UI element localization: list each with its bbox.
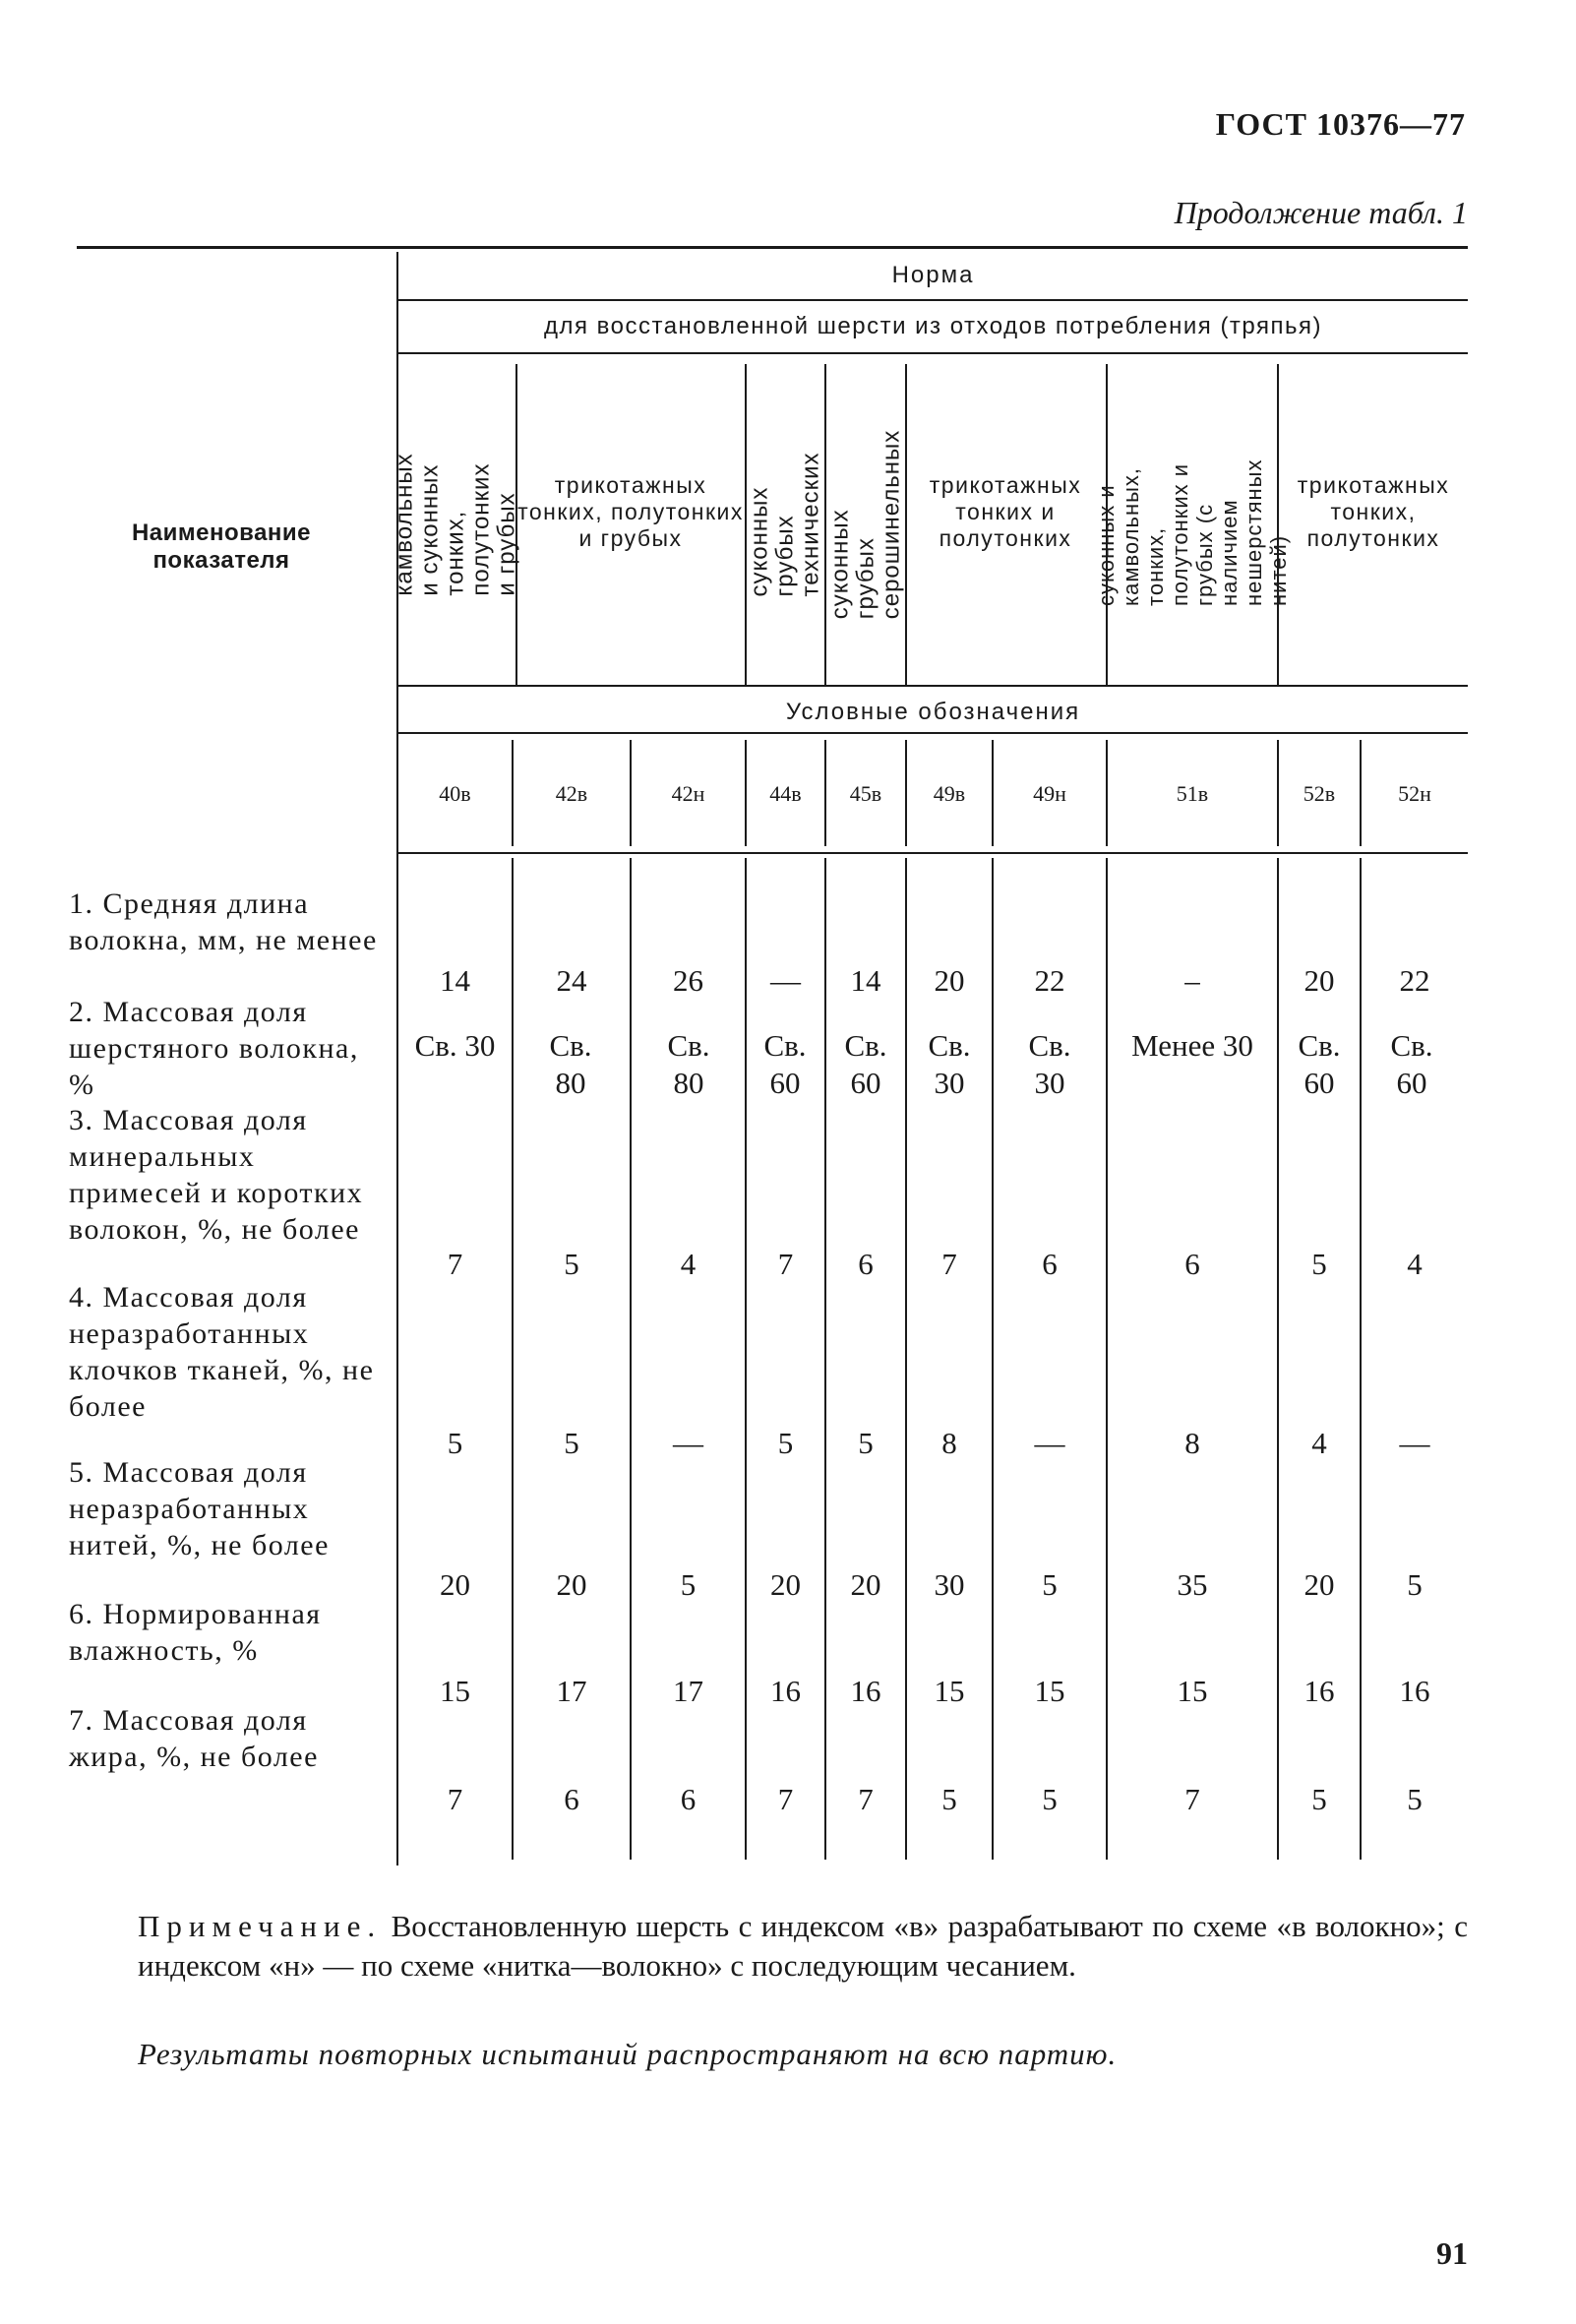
value-cell: Св. 60 <box>763 1028 807 1100</box>
code-cell: 42н <box>671 781 705 806</box>
indicator-name: 2. Массовая доля шерстяного волокна, % <box>69 996 359 1101</box>
value-cell: 24 <box>556 963 587 998</box>
group-header-text: трикотажных тонких, полутонких и грубых <box>517 472 744 551</box>
value-cell: 14 <box>440 963 470 998</box>
group-header-text: суконных грубых серошинельных <box>826 429 905 620</box>
value-cell: 15 <box>1177 1674 1208 1708</box>
value-cell: 15 <box>1034 1674 1065 1708</box>
indicator-name: 5. Массовая доля неразработанных нитей, %, не более <box>69 1456 330 1561</box>
value-cell: — <box>1034 1426 1065 1460</box>
code-cell: 51в <box>1176 781 1209 806</box>
code-cell: 52в <box>1303 781 1336 806</box>
value-cell: Св. 60 <box>1390 1028 1433 1100</box>
groups-bottom-rule <box>398 685 1468 687</box>
conditional-designations-header: Условные обозначения <box>785 699 1081 725</box>
value-cell: Менее 30 <box>1131 1028 1253 1063</box>
group-header-horizontal <box>1279 472 1468 552</box>
value-cell: 15 <box>440 1674 470 1708</box>
code-cell: 52н <box>1398 781 1431 806</box>
value-cell: 5 <box>941 1782 957 1816</box>
value-cell: 20 <box>1303 963 1335 998</box>
value-cell: 15 <box>934 1674 965 1708</box>
value-cell: 5 <box>680 1567 697 1602</box>
value-cell: 5 <box>777 1426 794 1460</box>
value-cell: 16 <box>770 1674 801 1708</box>
indicator-column-header: Наименование показателя <box>131 520 312 574</box>
value-cell: 5 <box>564 1426 579 1460</box>
value-cell: 4 <box>1311 1426 1327 1460</box>
value-cell: 16 <box>1399 1674 1430 1708</box>
norm-subheader: для восстановленной шерсти из отходов потребления (тряпья) <box>543 313 1322 339</box>
code-cell: 49в <box>933 781 966 806</box>
group-header-horizontal <box>517 472 744 552</box>
value-cell: 7 <box>941 1247 957 1281</box>
code-cell: 40в <box>439 781 471 806</box>
value-cell: Св. 30 <box>1028 1028 1071 1100</box>
value-cell: 4 <box>1407 1247 1423 1281</box>
group-header-vertical <box>826 364 905 685</box>
value-cell: Св. 30 <box>928 1028 971 1100</box>
value-cell: 7 <box>777 1247 794 1281</box>
value-cell: 22 <box>1399 963 1430 998</box>
value-cell: 22 <box>1034 963 1065 998</box>
conditional-rule <box>398 732 1468 734</box>
table-continuation-caption: Продолжение табл. 1 <box>1174 195 1468 230</box>
value-cell: 7 <box>1184 1782 1200 1816</box>
value-cell: 30 <box>934 1567 965 1602</box>
indicator-name: 7. Массовая доля жира, %, не более <box>69 1704 319 1773</box>
value-cell: 5 <box>1311 1247 1327 1281</box>
value-cell: 16 <box>850 1674 881 1708</box>
indicator-name: 6. Нормированная влажность, % <box>69 1598 322 1667</box>
value-cell: 5 <box>858 1426 874 1460</box>
value-cell: 7 <box>858 1782 874 1816</box>
code-cell: 49н <box>1033 781 1066 806</box>
value-cell: 5 <box>1407 1567 1423 1602</box>
value-cell: Св. 60 <box>1298 1028 1341 1100</box>
header-bottom-rule <box>398 852 1468 854</box>
value-cell: — <box>673 1426 703 1460</box>
group-header-text: трикотажных тонких, полутонких <box>1297 472 1450 551</box>
value-cell: Св. 80 <box>667 1028 710 1100</box>
group-header-text: трикотажных тонких и полутонких <box>929 472 1082 551</box>
group-header-horizontal <box>907 472 1104 552</box>
value-cell: 20 <box>1303 1567 1335 1602</box>
group-header-vertical <box>1094 358 1291 685</box>
code-cell: 44в <box>769 781 802 806</box>
subheader-rule <box>398 352 1468 354</box>
note-lead: Примечание. <box>138 1909 383 1943</box>
value-cell: 5 <box>564 1247 579 1281</box>
value-cell: Св. 60 <box>844 1028 887 1100</box>
value-cell: 8 <box>941 1426 957 1460</box>
value-cell: 8 <box>1184 1426 1200 1460</box>
group-header-text: суконных и камвольных, тонких, полутонких и грубых (с наличием нешерстяных нитей) <box>1094 459 1291 606</box>
value-cell: 20 <box>556 1567 587 1602</box>
group-header-vertical <box>392 364 520 685</box>
value-cell: 14 <box>850 963 881 998</box>
value-cell: 20 <box>770 1567 801 1602</box>
value-cell: 7 <box>777 1782 794 1816</box>
value-cell: 26 <box>673 963 703 998</box>
value-cell: 5 <box>447 1426 463 1460</box>
value-cell: 7 <box>447 1782 463 1816</box>
value-cell: 5 <box>1042 1782 1058 1816</box>
indicator-name: 4. Массовая доля неразработанных клочков тканей, %, не более <box>69 1281 375 1423</box>
table-note <box>138 1907 1468 1986</box>
norm-header: Норма <box>891 262 975 288</box>
value-cell: 6 <box>1042 1247 1058 1281</box>
value-cell: 6 <box>680 1782 697 1816</box>
code-cell: 42в <box>555 781 588 806</box>
results-statement: Результаты повторных испытаний распространяют на всю партию. <box>138 2037 1118 2071</box>
value-cell: 4 <box>680 1247 697 1281</box>
value-cell: 20 <box>850 1567 881 1602</box>
value-cell: 5 <box>1311 1782 1327 1816</box>
document-code: ГОСТ 10376—77 <box>1215 106 1466 142</box>
indicator-name: 3. Массовая доля минеральных примесей и коротких волокон, %, не более <box>69 1104 364 1246</box>
value-cell: Св. 30 <box>414 1028 496 1063</box>
value-cell: 35 <box>1177 1567 1208 1602</box>
value-cell: 16 <box>1303 1674 1335 1708</box>
page-number: 91 <box>1436 2235 1468 2271</box>
value-cell: 7 <box>447 1247 463 1281</box>
value-cell: Св. 80 <box>549 1028 592 1100</box>
value-cell: 5 <box>1042 1567 1058 1602</box>
value-cell: 20 <box>440 1567 470 1602</box>
value-cell: 6 <box>858 1247 874 1281</box>
value-cell: 17 <box>556 1674 587 1708</box>
value-cell: 6 <box>564 1782 579 1816</box>
note-text: Восстановленную шерсть с индексом «в» разрабатывают по схеме «в волокно»; с индексом «н» — по схеме «нитка—волокно» с последующим чесанием. <box>138 1909 1468 1983</box>
value-cell: – <box>1184 963 1200 998</box>
norm-header-rule <box>398 299 1468 301</box>
value-cell: — <box>770 963 801 998</box>
group-header-text: камвольных и суконных тонких, полутонких и грубых <box>392 453 520 596</box>
table-top-rule <box>77 246 1468 249</box>
group-header-text: суконных грубых технических <box>746 452 824 597</box>
value-cell: 20 <box>934 963 965 998</box>
indicator-name: 1. Средняя длина волокна, мм, не менее <box>69 887 378 956</box>
group-header-vertical <box>747 364 824 685</box>
value-cell: 6 <box>1184 1247 1200 1281</box>
value-cell: — <box>1399 1426 1430 1460</box>
value-cell: 17 <box>673 1674 703 1708</box>
code-cell: 45в <box>849 781 882 806</box>
value-cell: 5 <box>1407 1782 1423 1816</box>
